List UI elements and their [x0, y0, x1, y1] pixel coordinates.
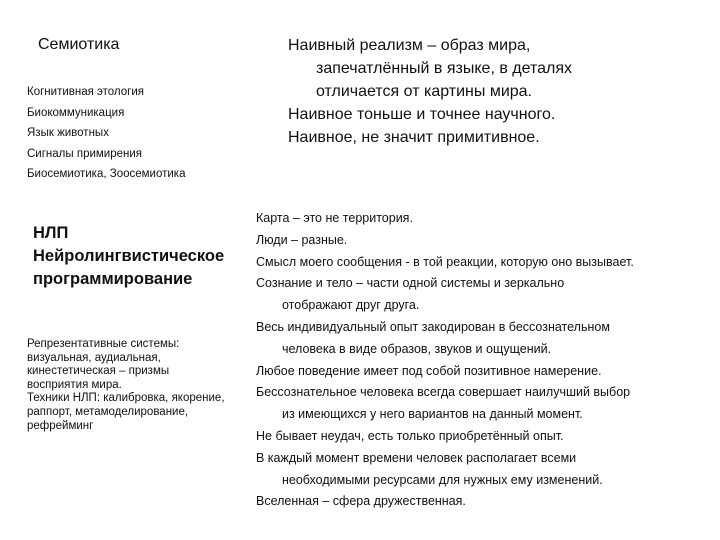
nlp-principles — [256, 208, 716, 513]
nlp-description-line: рефрейминг — [27, 419, 94, 432]
principle-line: отображают друг друга. — [282, 298, 420, 313]
nlp-description-line: Техники НЛП: калибровка, якорение, — [27, 392, 225, 405]
principle-line: человека в виде образов, звуков и ощущений. — [282, 341, 552, 356]
nlp-title — [33, 222, 224, 291]
nlp-description-line: визуальная, аудиальная, — [27, 351, 161, 364]
semiotics-item: Сигналы примирения — [27, 147, 143, 160]
nlp-description-line: кинестетическая – призмы — [27, 365, 170, 378]
principle-line: Смысл моего сообщения - в той реакции, которую оно вызывает. — [256, 254, 634, 269]
principle-line: Люди – разные. — [256, 232, 348, 247]
semiotics-item: Язык животных — [27, 127, 109, 139]
nlp-title-line: НЛП — [33, 224, 69, 242]
principle-line: Вселенная – сфера дружественная. — [256, 494, 466, 509]
naive-realism-line: Наивный реализм – образ мира, — [288, 37, 531, 54]
semiotics-title: Семиотика — [38, 36, 120, 53]
principle-line: Весь индивидуальный опыт закодирован в бессознательном — [256, 319, 610, 334]
nlp-title-line: программирование — [33, 270, 193, 288]
principle-line: из имеющихся у него вариантов на данный момент. — [282, 407, 583, 422]
naive-realism-line: Наивное, не значит примитивное. — [288, 129, 540, 146]
principle-line: Карта – это не территория. — [256, 211, 413, 225]
naive-realism-line: запечатлённый в языке, в деталях — [316, 60, 573, 77]
naive-realism-line: Наивное тоньше и точнее научного. — [288, 106, 556, 123]
semiotics-list — [27, 82, 185, 185]
semiotics-item: Биосемиотика, Зоосемиотика — [27, 168, 186, 180]
nlp-description-line: Репрезентативные системы: — [27, 338, 180, 350]
nlp-description-line: восприятия мира. — [27, 378, 122, 391]
principle-line: Бессознательное человека всегда совершает наилучший выбор — [256, 385, 631, 400]
semiotics-item: Когнитивная этология — [27, 86, 145, 98]
naive-realism-block — [288, 34, 572, 149]
nlp-description-line: раппорт, метамоделирование, — [27, 405, 189, 418]
principle-line: необходимыми ресурсами для нужных ему изменений. — [282, 472, 603, 487]
nlp-description — [27, 338, 252, 433]
naive-realism-line: отличается от картины мира. — [316, 83, 532, 100]
principle-line: Любое поведение имеет под собой позитивное намерение. — [256, 363, 602, 378]
principle-line: В каждый момент времени человек располагает всеми — [256, 450, 577, 465]
nlp-title-line: Нейролингвистическое — [33, 247, 225, 265]
principle-line: Сознание и тело – части одной системы и зеркально — [256, 276, 565, 291]
semiotics-item: Биокоммуникация — [27, 106, 125, 119]
principle-line: Не бывает неудач, есть только приобретённый опыт. — [256, 428, 564, 443]
